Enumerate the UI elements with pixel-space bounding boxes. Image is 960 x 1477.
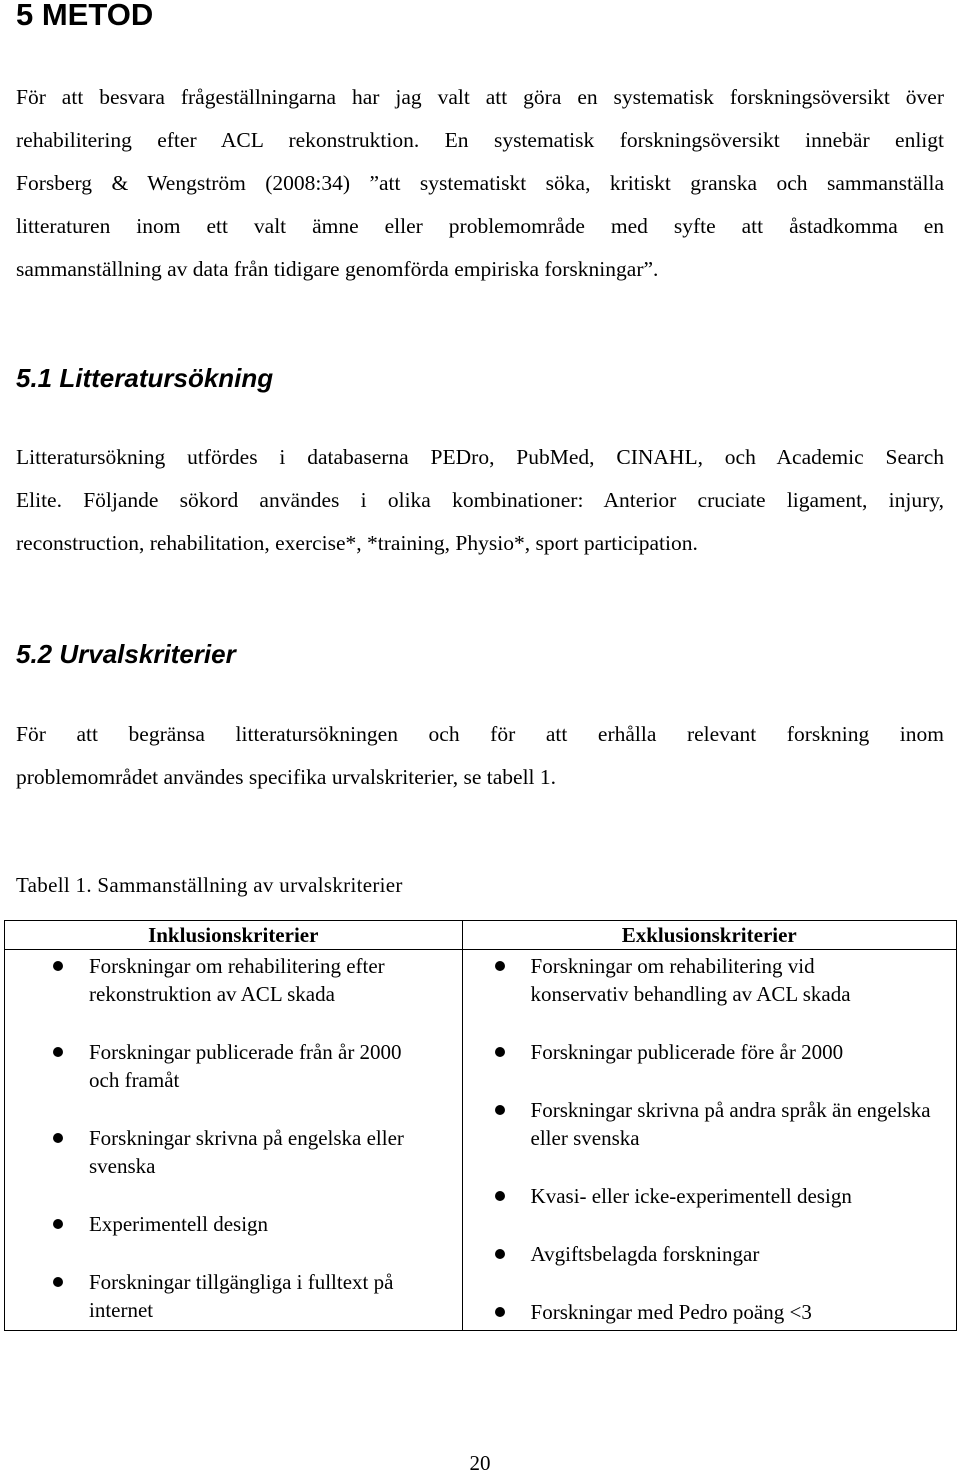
paragraph-line: problemområdet användes specifika urvalskriterier, se tabell 1. bbox=[16, 765, 557, 789]
list-item: Forskningar publicerade från år 2000 och framåt bbox=[89, 1038, 462, 1094]
paragraph-line: reconstruction, rehabilitation, exercise*, *training, Physio*, sport participation. bbox=[16, 531, 698, 555]
table-row bbox=[5, 950, 957, 1331]
document-page bbox=[16, 0, 944, 1475]
list-item: Forskningar om rehabilitering vid konservativ behandling av ACL skada bbox=[531, 952, 956, 1008]
paragraph-line: För att begränsa litteratursökningen och för att erhålla relevant forskning inom bbox=[16, 722, 944, 746]
paragraph-line: litteraturen inom ett valt ämne eller problemområde med syfte att åstadkomma en bbox=[16, 214, 944, 238]
paragraph-line: Litteratursökning utfördes i databaserna PEDro, PubMed, CINAHL, och Academic Search bbox=[16, 445, 944, 469]
inclusion-cell bbox=[5, 950, 463, 1331]
list-item: Forskningar publicerade före år 2000 bbox=[531, 1038, 956, 1066]
list-item: Experimentell design bbox=[89, 1210, 462, 1238]
table-header-row bbox=[5, 921, 957, 950]
list-item: Forskningar skrivna på engelska eller svenska bbox=[89, 1124, 462, 1180]
intro-paragraph bbox=[16, 76, 944, 291]
list-item: Forskningar skrivna på andra språk än engelska eller svenska bbox=[531, 1096, 956, 1152]
litteratursokning-paragraph bbox=[16, 436, 944, 565]
list-item: Avgiftsbelagda forskningar bbox=[531, 1240, 956, 1268]
page-number: 20 bbox=[469, 1451, 491, 1475]
table-caption: Tabell 1. Sammanställning av urvalskriterier bbox=[16, 873, 403, 897]
paragraph-line: rehabilitering efter ACL rekonstruktion. En systematisk forskningsöversikt innebär enligt bbox=[16, 128, 944, 152]
list-item: Kvasi- eller icke-experimentell design bbox=[531, 1182, 956, 1210]
urvalskriterier-paragraph bbox=[16, 713, 944, 799]
inclusion-list bbox=[5, 952, 462, 1324]
list-item: Forskningar om rehabilitering efter rekonstruktion av ACL skada bbox=[89, 952, 462, 1008]
exclusion-cell bbox=[462, 950, 956, 1331]
paragraph-line: För att besvara frågeställningarna har jag valt att göra en systematisk forskningsöversikt över bbox=[16, 85, 944, 109]
list-item: Forskningar tillgängliga i fulltext på internet bbox=[89, 1268, 462, 1324]
exclusion-header: Exklusionskriterier bbox=[462, 921, 956, 950]
inclusion-header: Inklusionskriterier bbox=[5, 921, 463, 950]
list-item: Forskningar med Pedro poäng <3 bbox=[531, 1298, 956, 1326]
section-heading-urvalskriterier: 5.2 Urvalskriterier bbox=[16, 639, 236, 669]
paragraph-line: Forsberg & Wengström (2008:34) ”att systematiskt söka, kritiskt granska och sammanställa bbox=[16, 171, 944, 195]
paragraph-line: sammanställning av data från tidigare genomförda empiriska forskningar”. bbox=[16, 257, 659, 281]
paragraph-line: Elite. Följande sökord användes i olika kombinationer: Anterior cruciate ligament, injury, bbox=[16, 488, 944, 512]
chapter-heading: 5 METOD bbox=[16, 0, 154, 32]
section-heading-litteratursokning: 5.1 Litteratursökning bbox=[16, 363, 274, 393]
exclusion-list bbox=[463, 952, 956, 1326]
criteria-table bbox=[4, 920, 957, 1331]
